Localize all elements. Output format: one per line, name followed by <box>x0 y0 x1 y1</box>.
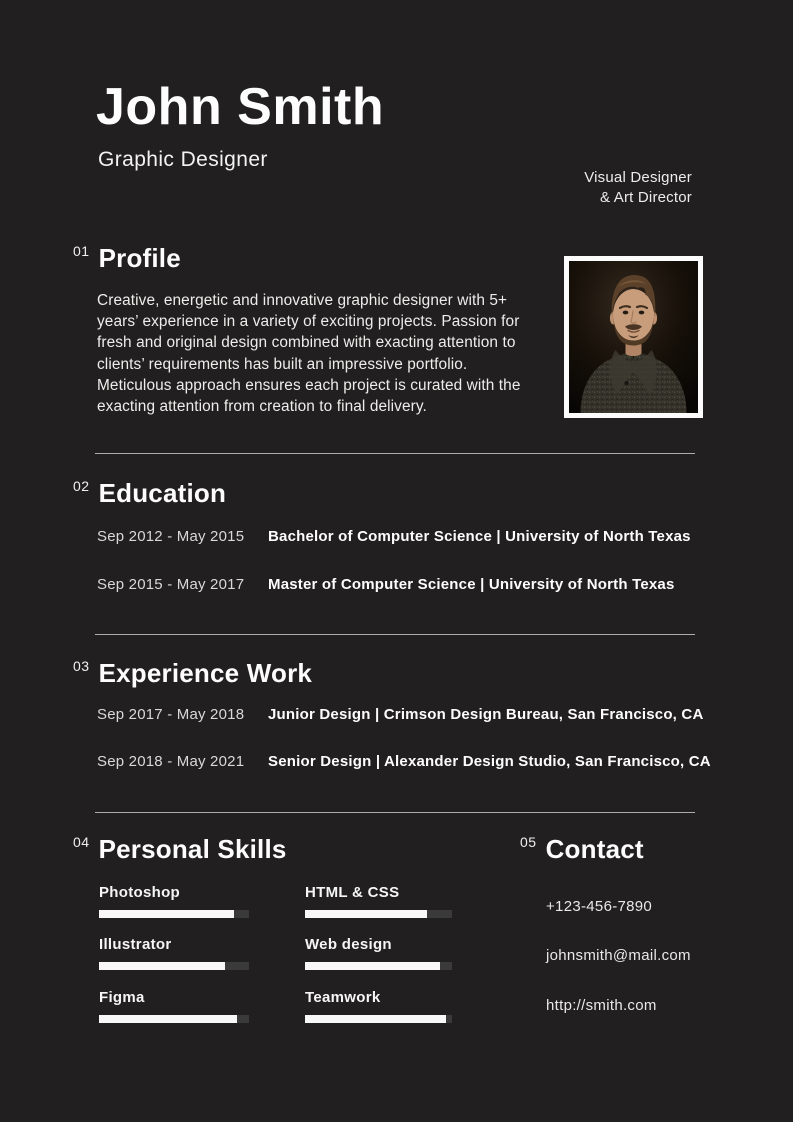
tagline-line-1: Visual Designer <box>584 169 692 186</box>
education-section-heading <box>73 476 226 507</box>
skill-bar <box>99 962 249 970</box>
experience-section-heading <box>73 656 312 687</box>
person-name: John Smith <box>96 78 385 136</box>
skill-bar-fill <box>99 910 234 918</box>
skill-label: Illustrator <box>99 936 172 953</box>
experience-section-title: Experience Work <box>98 658 313 688</box>
skill-label: Photoshop <box>99 884 181 901</box>
skills-section-title: Personal Skills <box>98 834 287 864</box>
education-section-title: Education <box>98 478 227 508</box>
skill-item <box>99 989 249 1023</box>
experience-entry <box>97 706 704 723</box>
experience-entry <box>97 753 711 770</box>
skill-bar-fill <box>99 962 225 970</box>
divider <box>95 812 695 813</box>
education-detail: Bachelor of Computer Science | University of North Texas <box>268 528 691 545</box>
contact-section-title: Contact <box>545 834 644 864</box>
skills-section-heading <box>73 832 287 863</box>
job-title: Graphic Designer <box>98 148 268 171</box>
education-entry <box>97 576 674 593</box>
portrait-illustration <box>569 261 698 413</box>
skill-bar-fill <box>305 910 427 918</box>
profile-text: Creative, energetic and innovative graphic designer with 5+ years’ experience in a variety of exciting projects. Passion for fresh and original design combined with exacting attention to clients’ requirements has built an impressive portfolio. Meticulous approach ensures each project is curated with the exacting attention from creation to final delivery. <box>97 292 521 416</box>
skill-bar <box>305 910 452 918</box>
skills-section-number: 04 <box>73 834 90 850</box>
contact-section-heading <box>520 832 644 863</box>
experience-detail: Senior Design | Alexander Design Studio, San Francisco, CA <box>268 753 711 770</box>
skill-bar-fill <box>99 1015 237 1023</box>
contact-section-number: 05 <box>520 834 537 850</box>
skill-bar <box>99 1015 249 1023</box>
education-dates: Sep 2012 - May 2015 <box>97 528 245 545</box>
skill-label: Figma <box>99 989 145 1006</box>
divider <box>95 453 695 454</box>
portrait-photo <box>564 256 703 418</box>
education-entry <box>97 528 691 545</box>
skill-item <box>305 936 452 970</box>
skill-item <box>99 936 249 970</box>
skill-bar-fill <box>305 1015 446 1023</box>
profile-section-heading <box>73 241 181 272</box>
tagline <box>584 168 692 208</box>
skill-item <box>305 884 452 918</box>
profile-section-number: 01 <box>73 243 90 259</box>
profile-section-title: Profile <box>98 243 181 273</box>
skill-label: Teamwork <box>305 989 381 1006</box>
skill-label: Web design <box>305 936 392 953</box>
skill-bar <box>99 910 249 918</box>
experience-section-number: 03 <box>73 658 90 674</box>
contact-email: johnsmith@mail.com <box>546 947 691 964</box>
tagline-line-2: & Art Director <box>600 189 692 206</box>
contact-website: http://smith.com <box>546 997 657 1014</box>
skill-item <box>99 884 249 918</box>
experience-dates: Sep 2018 - May 2021 <box>97 753 245 770</box>
skill-label: HTML & CSS <box>305 884 400 901</box>
experience-dates: Sep 2017 - May 2018 <box>97 706 245 723</box>
contact-phone: +123-456-7890 <box>546 898 653 915</box>
skill-bar <box>305 962 452 970</box>
skill-bar-fill <box>305 962 440 970</box>
education-dates: Sep 2015 - May 2017 <box>97 576 245 593</box>
skill-bar <box>305 1015 452 1023</box>
skill-item <box>305 989 452 1023</box>
divider <box>95 634 695 635</box>
education-section-number: 02 <box>73 478 90 494</box>
experience-detail: Junior Design | Crimson Design Bureau, San Francisco, CA <box>268 706 704 723</box>
education-detail: Master of Computer Science | University of North Texas <box>268 576 675 593</box>
